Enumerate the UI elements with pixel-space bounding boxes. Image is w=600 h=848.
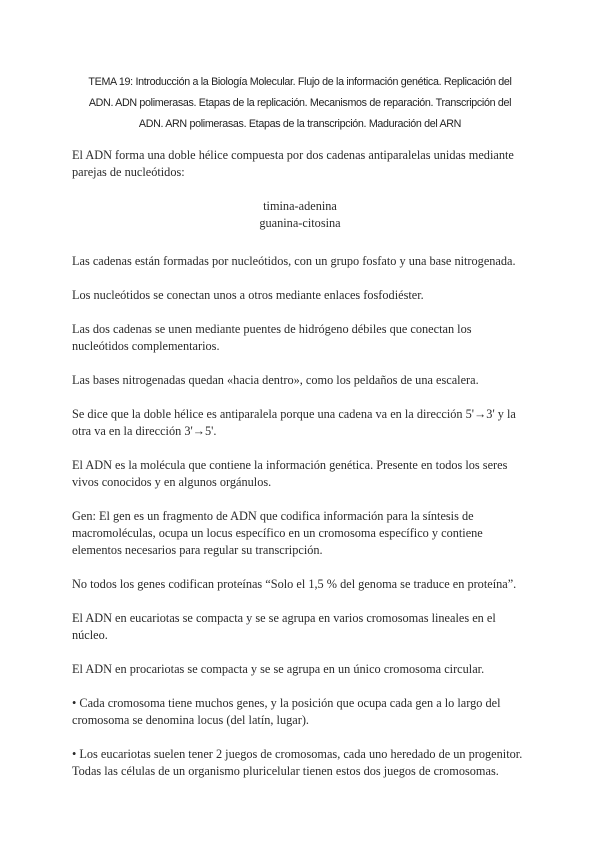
paragraph-cadenas: Las cadenas están formadas por nucleótidos, con un grupo fosfato y una base nitrogenada. <box>72 254 516 269</box>
bullet-locus: • Cada cromosoma tiene muchos genes, y la posición que ocupa cada gen a lo largo del cromosoma se denomina locus (del latín, lugar). <box>72 695 501 727</box>
document-body <box>72 147 528 780</box>
paragraph-enlaces: Los nucleótidos se conectan unos a otros mediante enlaces fosfodiéster. <box>72 288 424 303</box>
paragraph-puentes: Las dos cadenas se unen mediante puentes de hidrógeno débiles que conectan los nucleótidos complementarios. <box>72 322 472 354</box>
base-pairs-list <box>72 198 528 232</box>
paragraph-procariotas: El ADN en procariotas se compacta y se se agrupa en un único cromosoma circular. <box>72 661 485 676</box>
paragraph-informacion: El ADN es la molécula que contiene la información genética. Presente en todos los seres vivos conocidos y en algunos orgánulos. <box>72 457 508 489</box>
paragraph-proteinas: No todos los genes codifican proteínas “Solo el 1,5 % del genoma se traduce en proteína”. <box>72 577 517 591</box>
base-pair-timina-adenina: timina-adenina <box>263 199 337 213</box>
bullet-juegos: • Los eucariotas suelen tener 2 juegos de cromosomas, cada uno heredado de un progenitor. Todas las células de un organismo pluricelular tienen estos dos juegos de cromosomas. <box>72 746 523 778</box>
paragraph-bases: Las bases nitrogenadas quedan «hacia dentro», como los peldaños de una escalera. <box>72 373 479 387</box>
intro-paragraph: El ADN forma una doble hélice compuesta por dos cadenas antiparalelas unidas mediante parejas de nucleótidos: <box>72 148 514 180</box>
document-title: TEMA 19: Introducción a la Biología Molecular. Flujo de la información genética. Replicación del ADN. ADN polimerasas. Etapas de la replicación. Mecanismos de reparación. Transcripción del ADN. ARN polimerasas. Etapas de la transcripción. Maduración del ARN <box>88 76 512 130</box>
paragraph-gen: Gen: El gen es un fragmento de ADN que codifica información para la síntesis de macromoléculas, ocupa un locus específico en un cromosoma específico y contiene elementos necesarios para regular su transcripción. <box>72 508 483 558</box>
paragraph-eucariotas: El ADN en eucariotas se compacta y se se agrupa en varios cromosomas lineales en el núcleo. <box>72 610 496 642</box>
paragraph-antiparalela: Se dice que la doble hélice es antiparalela porque una cadena va en la dirección 5'→3' y la otra va en la dirección 3'→5'. <box>72 406 516 438</box>
base-pair-guanina-citosina: guanina-citosina <box>259 216 341 231</box>
